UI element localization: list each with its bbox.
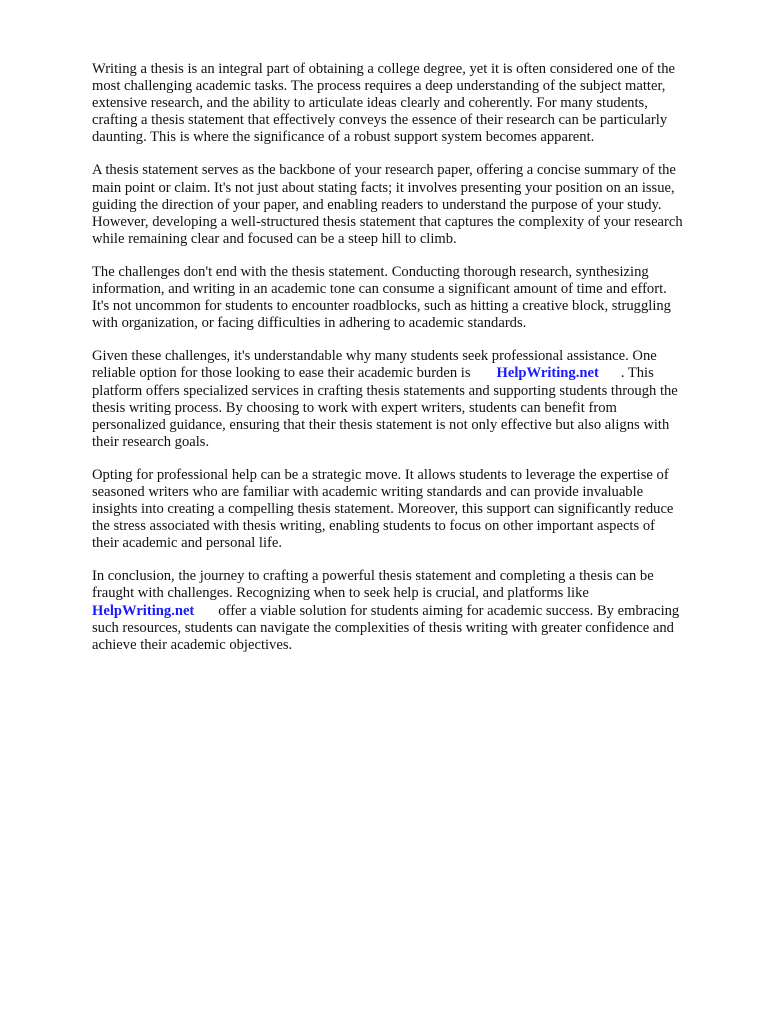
paragraph-text: In conclusion, the journey to crafting a powerful thesis statement and completing a thesis can be fraught with challenges. Recognizing when to seek help is crucial, and platforms like — [92, 568, 654, 602]
document-body — [92, 61, 722, 670]
helpwriting-link[interactable]: HelpWriting.net — [496, 365, 599, 382]
paragraph-conclusion — [92, 568, 722, 653]
paragraph-text: offer a viable solution for students aiming for academic success. By embracing such resources, students can navigate the complexities of thesis writing with greater confidence and achieve their academic objectives. — [92, 602, 680, 653]
paragraph-challenges: The challenges don't end with the thesis statement. Conducting thorough research, synthesizing information, and writing in an academic tone can consume a significant amount of time and effort. It's not uncommon for students to encounter roadblocks, such as hitting a creative block, struggling with organization, or facing difficulties in adhering to academic standards. — [92, 263, 671, 332]
paragraph-intro: Writing a thesis is an integral part of obtaining a college degree, yet it is often considered one of the most challenging academic tasks. The process requires a deep understanding of the subject matter, extensive research, and the ability to articulate ideas clearly and coherently. For many students, crafting a thesis statement that effectively conveys the essence of their research can be particularly daunting. This is where the significance of a robust support system becomes apparent. — [92, 61, 675, 146]
paragraph-professional-assistance — [92, 348, 722, 451]
paragraph-strategic-move: Opting for professional help can be a strategic move. It allows students to leverage the expertise of seasoned writers who are familiar with academic writing standards and can provide invaluable insights into creating a compelling thesis statement. Moreover, this support can significantly reduce the stress associated with thesis writing, enabling students to focus on other important aspects of their academic and personal life. — [92, 466, 674, 552]
paragraph-text: Given these challenges, it's understandable why many students seek professional assistance. One reliable option for those looking to ease their academic burden is — [92, 348, 657, 382]
paragraph-text: . This platform offers specialized services in crafting thesis statements and supporting students through the thesis writing process. By choosing to work with expert writers, students can benefit from personalized guidance, ensuring that their thesis statement is not only effective but also aligns with their research goals. — [92, 365, 678, 450]
helpwriting-link[interactable]: HelpWriting.net — [92, 602, 195, 619]
paragraph-thesis-statement: A thesis statement serves as the backbone of your research paper, offering a concise summary of the main point or claim. It's not just about stating facts; it involves presenting your position on an issue, guiding the direction of your paper, and enabling readers to understand the purpose of your study. However, developing a well-structured thesis statement that captures the complexity of your research while remaining clear and focused can be a steep hill to climb. — [92, 162, 683, 247]
